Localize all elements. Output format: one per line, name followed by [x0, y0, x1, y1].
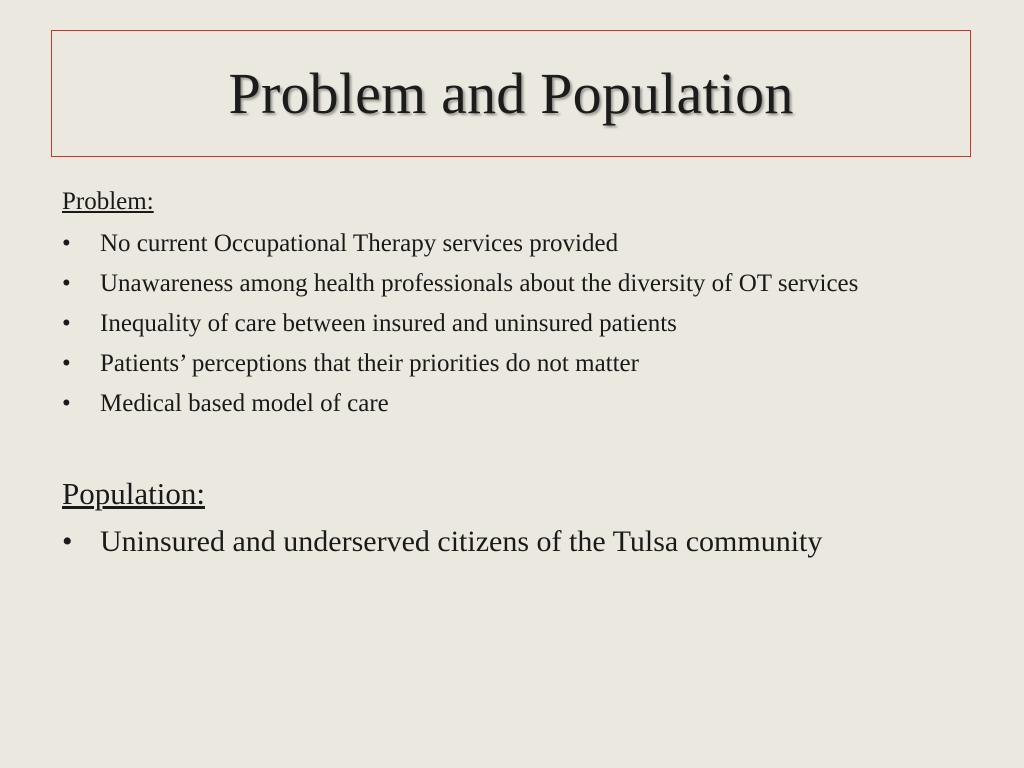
problem-item-text: Unawareness among health professionals about the diversity of OT services: [100, 270, 859, 297]
problem-list: [62, 227, 962, 420]
list-item: [62, 227, 962, 260]
list-item: [62, 307, 962, 340]
population-list: [62, 522, 962, 562]
bullet-icon: •: [62, 310, 71, 337]
bullet-icon: •: [62, 270, 71, 297]
problem-item-text: Patients’ perceptions that their priorities do not matter: [100, 350, 639, 377]
population-heading: Population:: [62, 476, 205, 511]
list-item: [62, 347, 962, 380]
bullet-icon: •: [62, 230, 71, 257]
bullet-icon: •: [62, 350, 71, 377]
bullet-icon: •: [62, 390, 71, 417]
list-item: [62, 522, 962, 562]
problem-item-text: Inequality of care between insured and uninsured patients: [100, 310, 677, 337]
list-item: [62, 267, 962, 300]
population-item-text: Uninsured and underserved citizens of the Tulsa community: [100, 525, 823, 558]
slide-content: [62, 184, 962, 562]
slide-title: Problem and Population: [228, 61, 794, 126]
title-box: [51, 30, 971, 157]
list-item: [62, 387, 962, 420]
problem-heading: Problem:: [62, 188, 154, 215]
bullet-icon: •: [62, 525, 73, 558]
problem-item-text: Medical based model of care: [100, 390, 389, 417]
problem-item-text: No current Occupational Therapy services provided: [100, 230, 619, 257]
